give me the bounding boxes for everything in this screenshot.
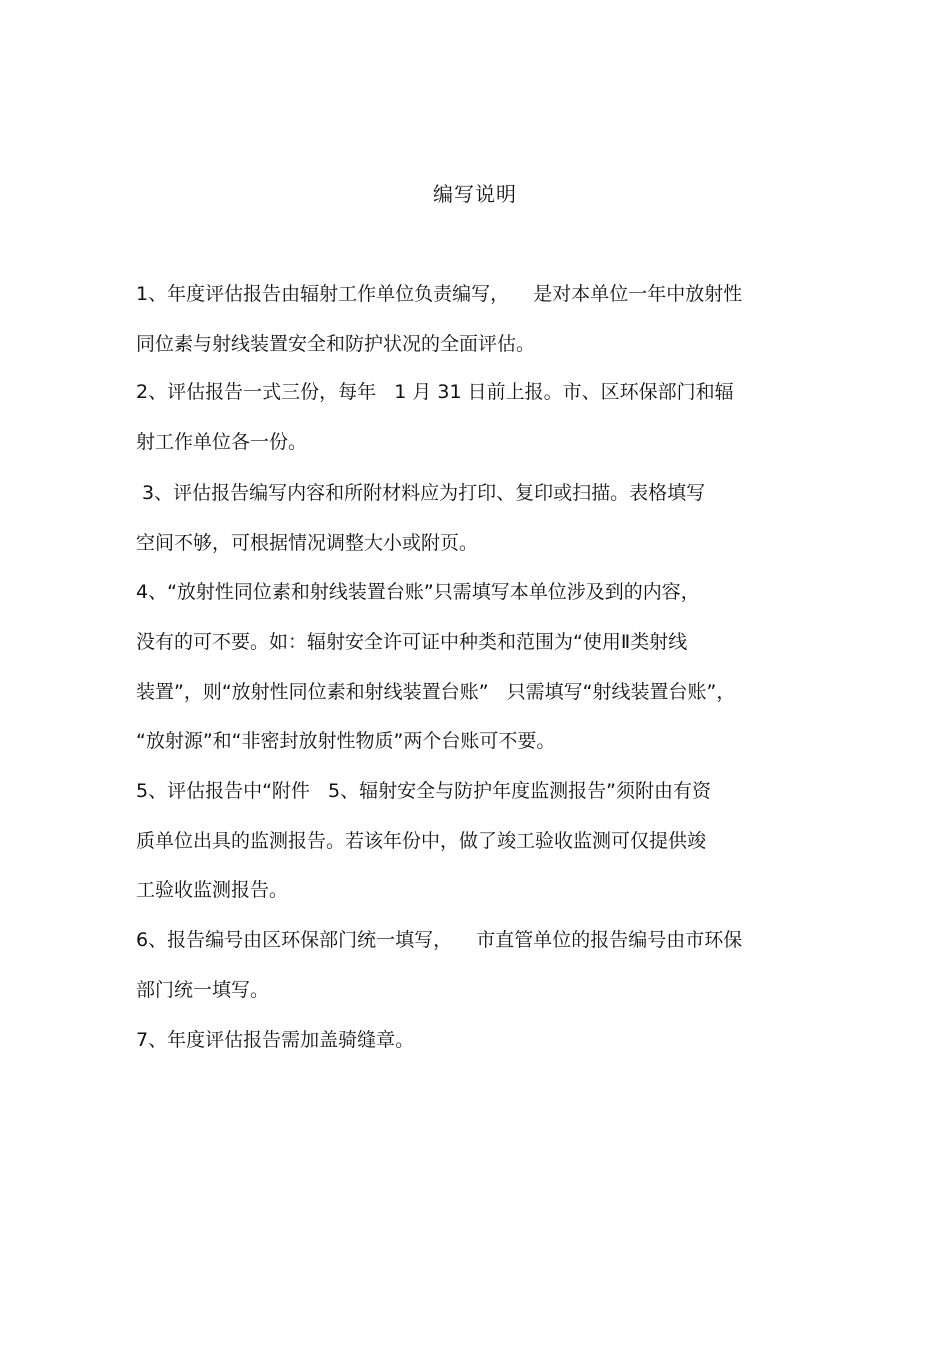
- item-2-line-2: 射工作单位各一份。: [136, 431, 308, 453]
- item-1-line-1: 1、年度评估报告由辐射工作单位负责编写， 是对本单位一年中放射性: [136, 283, 743, 305]
- item-6-line-1: 6、报告编号由区环保部门统一填写， 市直管单位的报告编号由市环保: [136, 929, 743, 951]
- item-3-line-1: 3、评估报告编写内容和所附材料应为打印、复印或扫描。表格填写: [136, 482, 706, 504]
- item-4-line-1: 4、“放射性同位素和射线装置台账”只需填写本单位涉及到的内容，: [136, 581, 700, 603]
- item-6-line-2: 部门统一填写。: [136, 979, 270, 1001]
- item-5-line-1: 5、评估报告中“附件 5、辐射安全与防护年度监测报告”须附由有资: [136, 780, 711, 802]
- item-4-line-3: 装置”，则“放射性同位素和射线装置台账” 只需填写“射线装置台账”，: [136, 681, 736, 703]
- item-2-line-1: 2、评估报告一式三份，每年 1 月 31 日前上报。市、区环保部门和辐: [136, 381, 734, 403]
- item-3-line-2: 空间不够，可根据情况调整大小或附页。: [136, 532, 479, 554]
- item-1-line-2: 同位素与射线装置安全和防护状况的全面评估。: [136, 333, 536, 355]
- item-5-line-2: 质单位出具的监测报告。若该年份中，做了竣工验收监测可仅提供竣: [136, 830, 707, 852]
- item-5-line-3: 工验收监测报告。: [136, 879, 289, 901]
- item-4-line-2: 没有的可不要。如：辐射安全许可证中种类和范围为“使用Ⅱ类射线: [136, 631, 688, 653]
- item-7-line-1: 7、年度评估报告需加盖骑缝章。: [136, 1029, 415, 1051]
- item-4-line-4: “放射源”和“非密封放射性物质”两个台账可不要。: [136, 730, 556, 752]
- page-title: 编写说明: [433, 182, 517, 206]
